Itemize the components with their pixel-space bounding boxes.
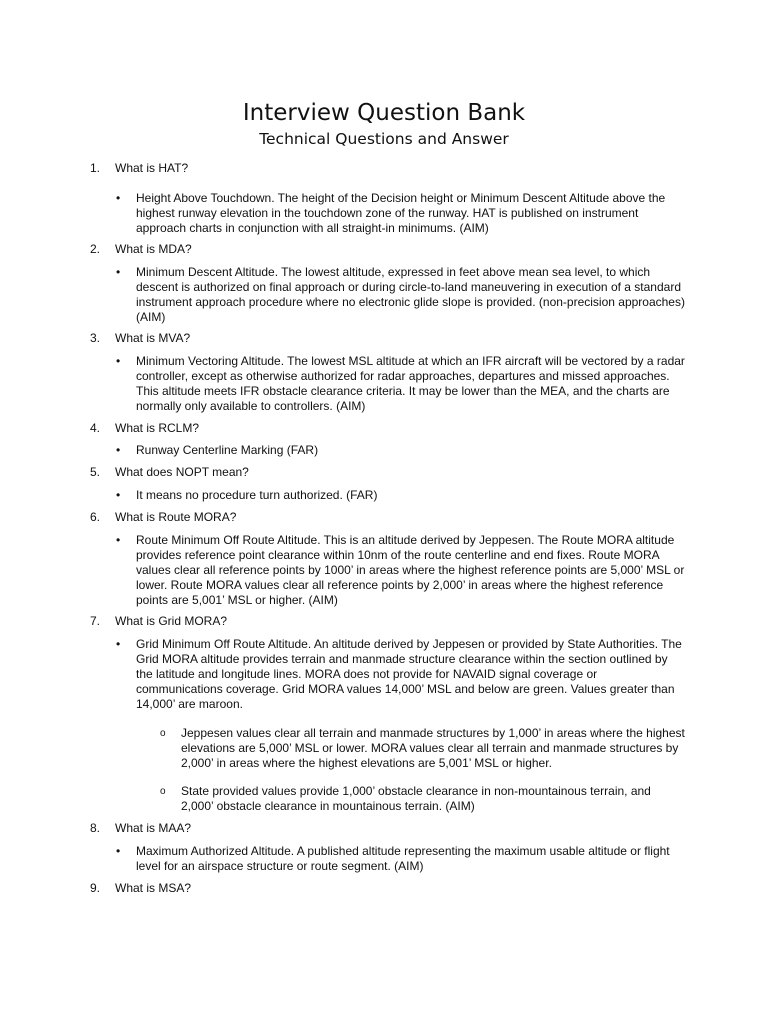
question-number: 3. bbox=[90, 331, 101, 345]
answer-item bbox=[116, 533, 686, 608]
sub-answer-item bbox=[160, 784, 686, 814]
answer-text: Minimum Descent Altitude. The lowest altitude, expressed in feet above mean sea level, to which descent is authorized on final approach or during circle-to-land maneuvering in execution of a standard instrument approach procedure where no electronic glide slope is provided. (non-precision approaches) (AIM) bbox=[136, 265, 685, 324]
answer-item bbox=[116, 637, 686, 712]
answer-text: Maximum Authorized Altitude. A published altitude representing the maximum usable altitude or flight level for an airspace structure or route segment. (AIM) bbox=[136, 844, 670, 873]
sub-answer-item bbox=[160, 726, 686, 771]
answer-item bbox=[116, 191, 686, 236]
bullet-icon: • bbox=[116, 354, 121, 368]
question-item bbox=[90, 421, 199, 436]
question-text: What is MVA? bbox=[115, 331, 191, 345]
question-item bbox=[90, 161, 188, 176]
bullet-icon: • bbox=[116, 488, 121, 502]
question-number: 6. bbox=[90, 510, 101, 524]
answer-text: Minimum Vectoring Altitude. The lowest MSL altitude at which an IFR aircraft will be vectored by a radar controller, except as otherwise authorized for radar approaches, departures and missed approaches. This altitude meets IFR obstacle clearance criteria. It may be lower than the MEA, and the charts are normally only available to controllers. (AIM) bbox=[136, 354, 685, 413]
question-text: What is RCLM? bbox=[115, 421, 200, 435]
bullet-icon: • bbox=[116, 533, 121, 547]
question-text: What is MSA? bbox=[115, 881, 192, 895]
answer-text: Grid Minimum Off Route Altitude. An altitude derived by Jeppesen or provided by State Authorities. The Grid MORA altitude provides terrain and manmade structure clearance within the section outlined by the latitude and longitude lines. MORA does not provide for NAVAID signal coverage or communications coverage. Grid MORA values 14,000’ MSL and below are green. Values greater than 14,000’ are maroon. bbox=[136, 637, 682, 711]
question-number: 4. bbox=[90, 421, 101, 435]
question-text: What is Grid MORA? bbox=[115, 614, 228, 628]
question-item bbox=[90, 242, 192, 257]
question-item bbox=[90, 881, 191, 896]
answer-item bbox=[116, 844, 686, 874]
sub-answer-text: Jeppesen values clear all terrain and manmade structures by 1,000’ in areas where the highest elevations are 5,000’ MSL or lower. MORA values clear all terrain and manmade structures by 2,000’ in areas where the highest elevations are 5,001’ MSL or higher. bbox=[181, 726, 685, 770]
question-text: What is HAT? bbox=[115, 161, 189, 175]
bullet-icon: • bbox=[116, 637, 121, 651]
question-number: 8. bbox=[90, 821, 101, 835]
page-subtitle: Technical Questions and Answer bbox=[259, 130, 509, 148]
circle-bullet-icon: o bbox=[160, 786, 166, 797]
page-title: Interview Question Bank bbox=[242, 100, 526, 126]
question-number: 2. bbox=[90, 242, 101, 256]
question-text: What is Route MORA? bbox=[115, 510, 237, 524]
answer-text: It means no procedure turn authorized. (FAR) bbox=[136, 488, 378, 502]
bullet-icon: • bbox=[116, 844, 121, 858]
answer-item bbox=[116, 488, 686, 503]
answer-text: Route Minimum Off Route Altitude. This is an altitude derived by Jeppesen. The Route MORA altitude provides reference point clearance within 10nm of the route centerline and end fixes. Route MORA values clear all reference points by 1000’ in areas where the highest reference points are 5,000’ MSL or lower. Route MORA values clear all reference points by 2,000’ in areas where the highest reference points are 5,001’ MSL or higher. (AIM) bbox=[136, 533, 685, 607]
question-number: 1. bbox=[90, 161, 101, 175]
bullet-icon: • bbox=[116, 443, 121, 457]
question-number: 9. bbox=[90, 881, 101, 895]
sub-answer-text: State provided values provide 1,000’ obstacle clearance in non-mountainous terrain, and 2,000’ obstacle clearance in mountainous terrain. (AIM) bbox=[181, 784, 651, 813]
question-item bbox=[90, 331, 190, 346]
question-text: What is MDA? bbox=[115, 242, 192, 256]
question-text: What is MAA? bbox=[115, 821, 192, 835]
bullet-icon: • bbox=[116, 191, 121, 205]
question-number: 5. bbox=[90, 465, 101, 479]
answer-text: Height Above Touchdown. The height of the Decision height or Minimum Descent Altitude above the highest runway elevation in the touchdown zone of the runway. HAT is published on instrument approach charts in conjunction with all straight-in minimums. (AIM) bbox=[136, 191, 666, 235]
answer-item bbox=[116, 443, 686, 458]
question-item bbox=[90, 614, 227, 629]
answer-item bbox=[116, 354, 686, 414]
answer-text: Runway Centerline Marking (FAR) bbox=[136, 443, 319, 457]
question-item bbox=[90, 821, 191, 836]
bullet-icon: • bbox=[116, 265, 121, 279]
circle-bullet-icon: o bbox=[160, 728, 166, 739]
question-item bbox=[90, 465, 249, 480]
question-text: What does NOPT mean? bbox=[115, 465, 249, 479]
question-number: 7. bbox=[90, 614, 101, 628]
question-item bbox=[90, 510, 236, 525]
answer-item bbox=[116, 265, 686, 325]
